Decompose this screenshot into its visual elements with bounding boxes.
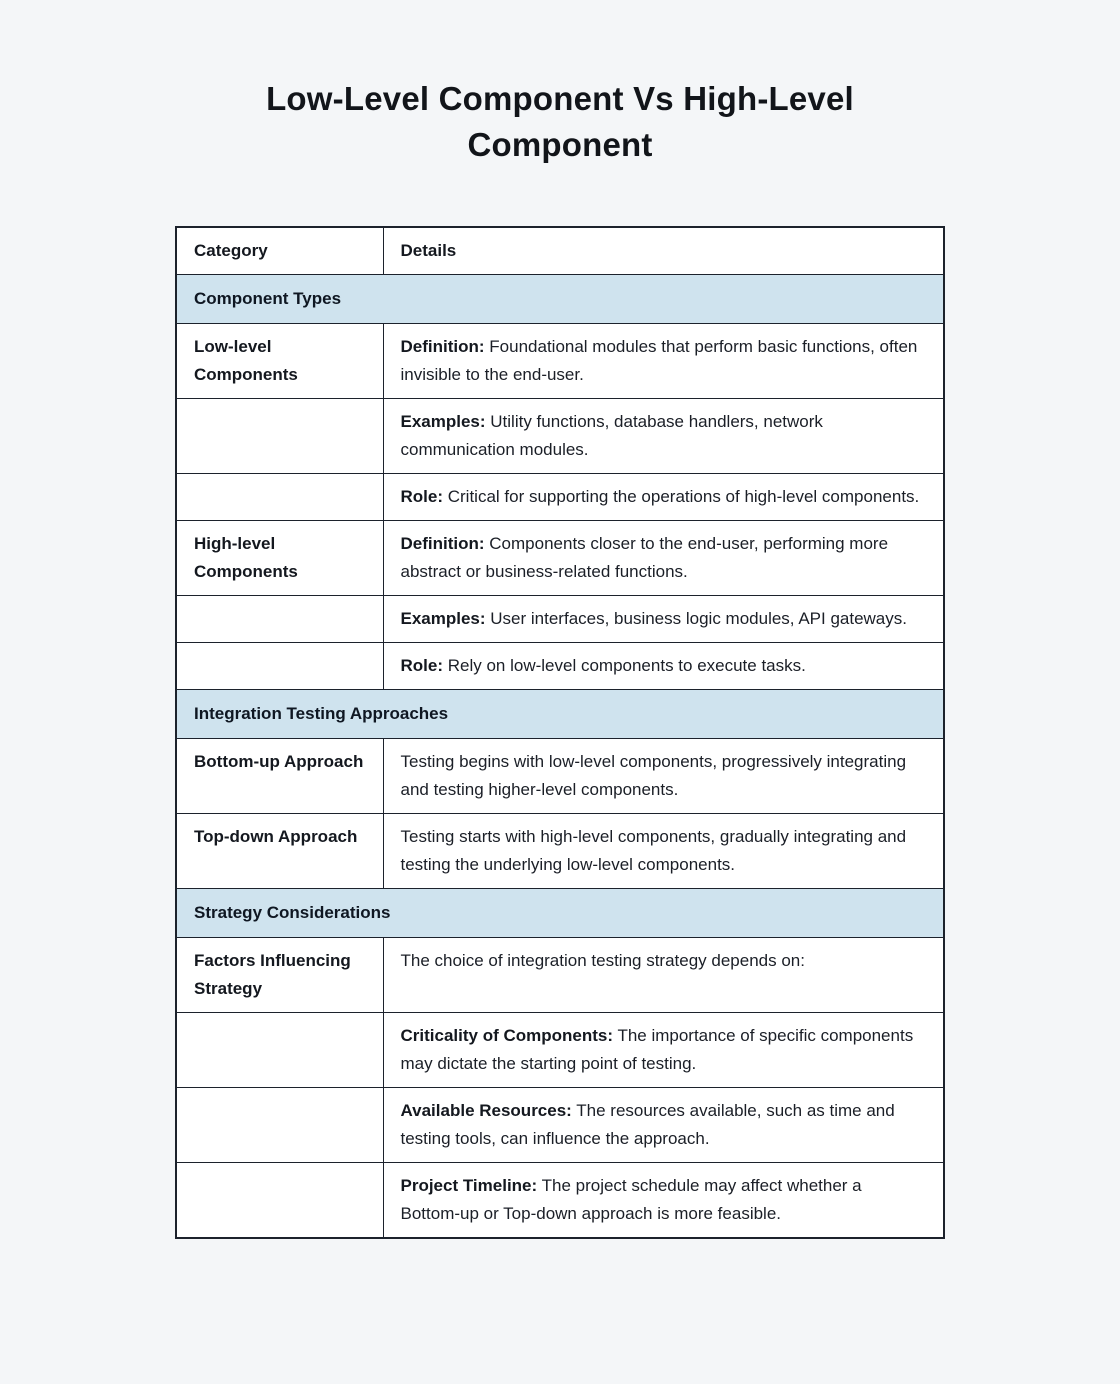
details-cell: [383, 1013, 944, 1088]
details-lead: Role:: [400, 656, 443, 676]
details-text: Testing begins with low-level components, progressively integrating and testing higher-level components.: [400, 752, 907, 800]
details-text: The choice of integration testing strategy depends on:: [400, 951, 805, 971]
category-cell: [176, 1013, 383, 1088]
details-cell: [383, 938, 944, 1013]
details-cell: [383, 474, 944, 521]
table-row: [176, 399, 944, 474]
details-text: Components closer to the end-user, performing more abstract or business-related functions.: [400, 534, 889, 582]
details-cell: [383, 739, 944, 814]
category-cell: High-level Components: [176, 521, 383, 596]
details-text: The importance of specific components may dictate the starting point of testing.: [400, 1026, 914, 1074]
table-row: [176, 324, 944, 399]
category-cell: [176, 1163, 383, 1239]
table-row: [176, 739, 944, 814]
details-text: Utility functions, database handlers, network communication modules.: [400, 412, 823, 460]
table-body: [176, 275, 944, 1239]
details-text: The project schedule may affect whether a Bottom-up or Top-down approach is more feasible.: [400, 1176, 862, 1224]
details-lead: Project Timeline:: [400, 1176, 538, 1196]
category-cell: [176, 399, 383, 474]
category-cell: [176, 1088, 383, 1163]
details-text: Foundational modules that perform basic functions, often invisible to the end-user.: [400, 337, 918, 385]
table-row: [176, 474, 944, 521]
details-cell: [383, 814, 944, 889]
table-row: [176, 1013, 944, 1088]
details-cell: [383, 1088, 944, 1163]
category-cell: Top-down Approach: [176, 814, 383, 889]
table-row: [176, 643, 944, 690]
details-lead: Definition:: [400, 534, 485, 554]
details-text: Testing starts with high-level components, gradually integrating and testing the underlying low-level components.: [400, 827, 907, 875]
section-row: [176, 690, 944, 739]
details-cell: [383, 596, 944, 643]
table-header-row: [176, 227, 944, 275]
comparison-table: [175, 226, 945, 1239]
page-title: Low-Level Component Vs High-Level Component: [266, 80, 854, 164]
table-row: [176, 938, 944, 1013]
table-row: [176, 1088, 944, 1163]
details-cell: [383, 1163, 944, 1239]
table-row: [176, 814, 944, 889]
details-lead: Available Resources:: [400, 1101, 572, 1121]
category-cell: Bottom-up Approach: [176, 739, 383, 814]
category-cell: Factors Influencing Strategy: [176, 938, 383, 1013]
details-text: User interfaces, business logic modules, API gateways.: [490, 609, 907, 629]
table-row: [176, 596, 944, 643]
category-cell: [176, 474, 383, 521]
details-lead: Examples:: [400, 609, 486, 629]
details-text: The resources available, such as time and testing tools, can influence the approach.: [400, 1101, 895, 1149]
column-header-category: Category: [176, 227, 383, 275]
details-cell: [383, 399, 944, 474]
details-cell: [383, 643, 944, 690]
details-lead: Criticality of Components:: [400, 1026, 614, 1046]
section-label: Strategy Considerations: [176, 889, 944, 938]
category-cell: Low-level Components: [176, 324, 383, 399]
section-label: Integration Testing Approaches: [176, 690, 944, 739]
category-cell: [176, 596, 383, 643]
details-lead: Examples:: [400, 412, 486, 432]
details-text: Critical for supporting the operations of high-level components.: [447, 487, 920, 507]
table-row: [176, 1163, 944, 1239]
details-lead: Role:: [400, 487, 443, 507]
category-cell: [176, 643, 383, 690]
section-row: [176, 275, 944, 324]
details-text: Rely on low-level components to execute tasks.: [447, 656, 806, 676]
details-cell: [383, 324, 944, 399]
details-lead: Definition:: [400, 337, 485, 357]
details-cell: [383, 521, 944, 596]
section-label: Component Types: [176, 275, 944, 324]
column-header-details: Details: [383, 227, 944, 275]
section-row: [176, 889, 944, 938]
table-row: [176, 521, 944, 596]
